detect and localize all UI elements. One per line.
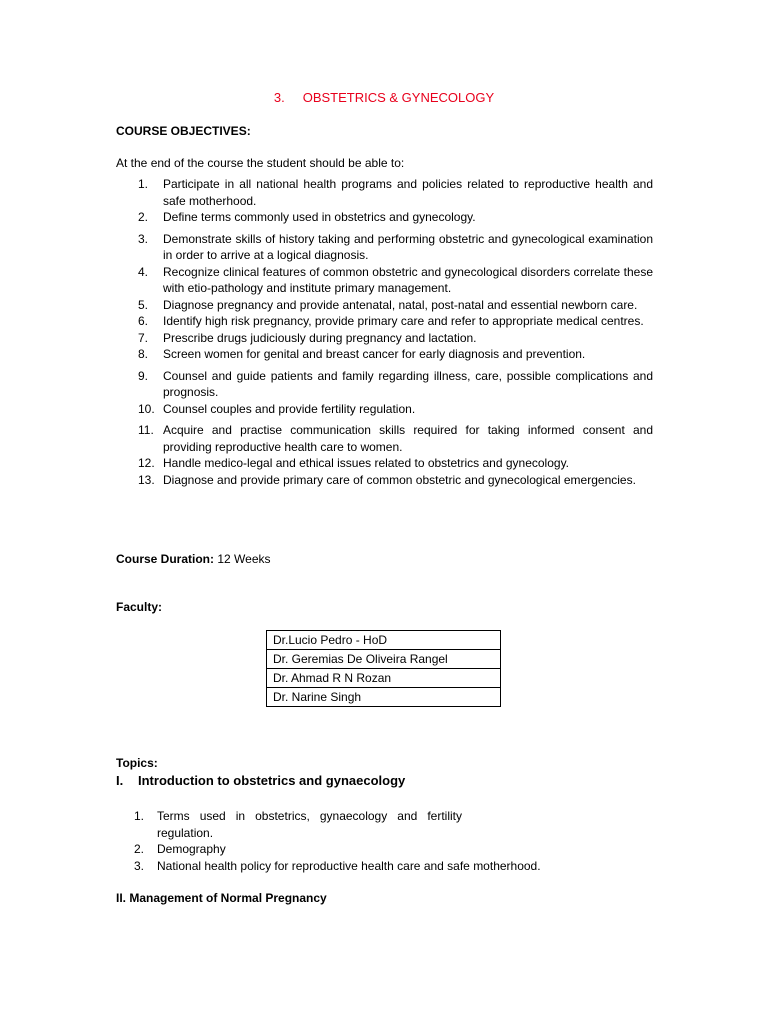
item-text: National health policy for reproductive health care and safe motherhood. <box>157 858 541 873</box>
faculty-heading: Faculty: <box>116 600 163 614</box>
item-text: Identify high risk pregnancy, provide primary care and refer to appropriate medical centres. <box>163 314 644 328</box>
item-text: Demonstrate skills of history taking and performing obstetric and gynecological examination in order to arrive at a logical diagnosis. <box>163 231 653 262</box>
item-text: Recognize clinical features of common obstetric and gynecological disorders correlate these with etio-pathology and institute primary management. <box>163 264 653 295</box>
faculty-cell: Dr.Lucio Pedro - HoD <box>267 631 501 650</box>
list-item <box>128 808 598 841</box>
item-number: 3. <box>134 858 145 873</box>
list-item <box>128 841 598 858</box>
item-text: Demography <box>157 842 226 856</box>
item-number: 4. <box>138 264 149 279</box>
item-text: Counsel and guide patients and family regarding illness, care, possible complications and prognosis. <box>163 368 653 399</box>
list-item <box>135 313 653 330</box>
course-objectives-heading: COURSE OBJECTIVES: <box>116 124 251 138</box>
item-text: Handle medico-legal and ethical issues related to obstetrics and gynecology. <box>163 456 570 470</box>
item-number: 2. <box>134 842 145 856</box>
course-duration-value: 12 Weeks <box>214 552 271 566</box>
objectives-intro: At the end of the course the student should be able to: <box>116 156 405 170</box>
item-number: 8. <box>138 347 149 361</box>
table-row <box>267 631 501 650</box>
list-item <box>135 209 653 226</box>
list-item <box>135 330 653 347</box>
title-text: OBSTETRICS & GYNECOLOGY <box>302 90 495 105</box>
list-item <box>128 858 598 875</box>
list-item <box>135 455 653 472</box>
page-title <box>0 90 768 105</box>
item-text: Acquire and practise communication skills required for taking informed consent and providing reproductive health care to women. <box>163 423 653 454</box>
list-item <box>135 401 653 418</box>
faculty-cell: Dr. Narine Singh <box>267 688 501 707</box>
section-2-heading: II. Management of Normal Pregnancy <box>116 891 327 905</box>
item-number: 10. <box>138 401 155 416</box>
list-item <box>135 472 653 489</box>
item-text: Prescribe drugs judiciously during pregnancy and lactation. <box>163 330 477 345</box>
list-item <box>135 368 653 401</box>
item-number: 1. <box>138 177 149 191</box>
table-row <box>267 688 501 707</box>
item-text: Terms used in obstetrics, gynaecology and fertility regulation. <box>157 809 462 840</box>
item-number: 13. <box>138 472 155 487</box>
table-row <box>267 669 501 688</box>
item-number: 3. <box>138 231 149 246</box>
list-item <box>135 176 653 209</box>
faculty-cell: Dr. Geremias De Oliveira Rangel <box>267 650 501 669</box>
faculty-cell: Dr. Ahmad R N Rozan <box>267 669 501 688</box>
item-number: 5. <box>138 297 149 312</box>
item-number: 9. <box>138 368 149 383</box>
item-text: Diagnose pregnancy and provide antenatal, natal, post-natal and essential newborn care. <box>163 297 638 312</box>
list-item <box>135 264 653 297</box>
item-text: Participate in all national health programs and policies related to reproductive health and safe motherhood. <box>163 177 653 208</box>
section-1-heading <box>116 773 406 789</box>
objectives-list <box>135 176 653 488</box>
list-item <box>135 422 653 455</box>
item-text: Diagnose and provide primary care of common obstetric and gynecological emergencies. <box>163 472 636 487</box>
faculty-table <box>266 630 501 707</box>
topics-heading: Topics: <box>116 756 158 770</box>
section-1-title: Introduction to obstetrics and gynaecology <box>138 773 406 788</box>
course-duration-label: Course Duration: <box>116 552 215 566</box>
table-row <box>267 650 501 669</box>
section-1-numeral: I. <box>116 773 124 788</box>
title-number: 3. <box>273 90 285 105</box>
item-text: Define terms commonly used in obstetrics and gynecology. <box>163 210 476 224</box>
course-duration <box>116 551 271 567</box>
item-number: 6. <box>138 314 149 328</box>
list-item <box>135 297 653 314</box>
item-number: 7. <box>138 330 149 345</box>
list-item <box>135 346 653 363</box>
list-item <box>135 231 653 264</box>
item-number: 11. <box>138 423 154 437</box>
item-text: Counsel couples and provide fertility regulation. <box>163 401 416 416</box>
item-text: Screen women for genital and breast cancer for early diagnosis and prevention. <box>163 347 586 361</box>
item-number: 1. <box>134 809 145 823</box>
topics-list <box>128 808 598 874</box>
item-number: 12. <box>138 456 155 470</box>
item-number: 2. <box>138 210 149 224</box>
